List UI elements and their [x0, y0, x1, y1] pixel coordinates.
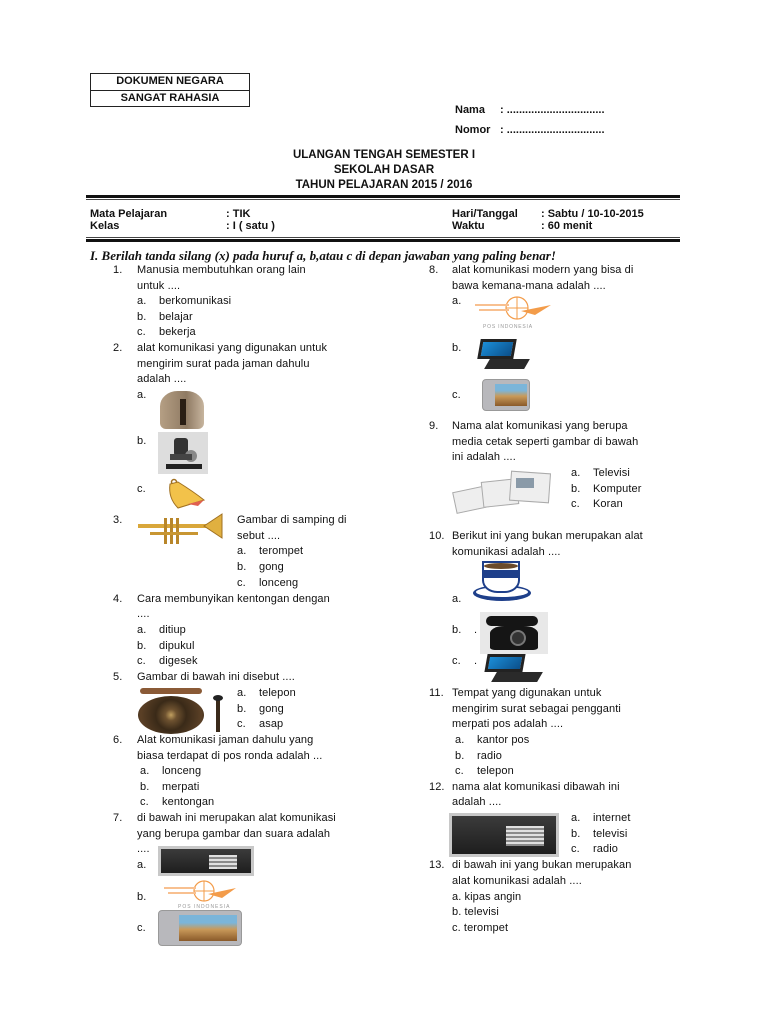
header-divider: [86, 195, 680, 198]
option-c[interactable]: [237, 576, 298, 592]
option-letter: c.: [140, 796, 149, 808]
option-letter: a.: [237, 687, 247, 699]
option-text: telepon: [477, 765, 514, 777]
option-b[interactable]: b.: [137, 435, 147, 447]
radio-image: [449, 813, 559, 857]
gong-image: [138, 696, 204, 734]
kentongan-image: [160, 391, 204, 429]
option-text: belajar: [159, 311, 193, 323]
option-letter: a.: [237, 545, 247, 557]
question-text: mengirim surat sebagai pengganti: [452, 703, 621, 715]
question-text: alat komunikasi adalah ....: [452, 875, 582, 887]
question-text: Manusia membutuhkan orang lain: [137, 264, 306, 276]
option-text: radio: [593, 843, 618, 855]
option-letter: a.: [137, 295, 147, 307]
option-c[interactable]: [237, 717, 283, 733]
question-number: 2.: [113, 342, 123, 354]
number-field[interactable]: : ................................: [500, 124, 605, 136]
option-a[interactable]: a.: [452, 295, 462, 307]
question-text: ....: [137, 843, 150, 855]
question-text: di bawah ini yang bukan merupakan: [452, 859, 632, 871]
option-text: digesek: [159, 655, 198, 667]
gong-mallet: [216, 696, 220, 732]
question-number: 12.: [429, 781, 445, 793]
option-c[interactable]: c.: [452, 389, 461, 401]
option-letter: b.: [137, 640, 147, 652]
option-letter: b.: [137, 311, 147, 323]
option-a[interactable]: [140, 764, 201, 780]
question-text: alat komunikasi modern yang bisa di: [452, 264, 634, 276]
option-text: radio: [477, 750, 502, 762]
option-text: merpati: [162, 781, 200, 793]
question-number: 13.: [429, 859, 445, 871]
question-text: yang berupa gambar dan suara adalah: [137, 828, 331, 840]
academic-year: TAHUN PELAJARAN 2015 / 2016: [295, 179, 473, 191]
question-text: untuk ....: [137, 280, 181, 292]
option-letter: b.: [237, 561, 247, 573]
exam-title: ULANGAN TENGAH SEMESTER I: [292, 149, 476, 161]
option-text: televisi: [593, 828, 628, 840]
option-letter: c.: [137, 655, 146, 667]
question-number: 9.: [429, 420, 439, 432]
question-text: ini adalah ....: [452, 451, 516, 463]
class-value: : I ( satu ): [226, 220, 275, 232]
option-text: Koran: [593, 498, 623, 510]
television-image: [158, 910, 242, 946]
option-text: terompet: [259, 545, 304, 557]
option-b[interactable]: [137, 310, 193, 326]
option-c[interactable]: c.: [137, 483, 146, 495]
option-letter: c.: [571, 498, 580, 510]
question-text: Nama alat komunikasi yang berupa: [452, 420, 628, 432]
question-number: 4.: [113, 593, 123, 605]
cup-image: [482, 561, 520, 593]
option-text: bekerja: [159, 326, 196, 338]
option-letter: b.: [455, 750, 465, 762]
option-b[interactable]: [237, 560, 284, 576]
laptop-image: [480, 654, 548, 684]
trumpet-image: [136, 512, 224, 550]
question-text: Gambar di samping di: [237, 514, 347, 526]
duration-value: : 60 menit: [541, 220, 593, 232]
question-number: 3.: [113, 514, 123, 526]
question-text: media cetak seperti gambar di bawah: [452, 436, 639, 448]
pos-logo-text: POS INDONESIA: [483, 324, 533, 330]
option-c[interactable]: [452, 654, 477, 670]
option-a[interactable]: [237, 686, 296, 702]
option-c[interactable]: [140, 795, 214, 811]
radio-image: [158, 846, 254, 876]
option-letter: c.: [237, 577, 246, 589]
number-label: Nomor: [455, 124, 491, 136]
subject-label: Mata Pelajaran: [90, 208, 168, 220]
option-text: internet: [593, 812, 631, 824]
question-text: adalah ....: [137, 373, 187, 385]
option-a[interactable]: [137, 623, 186, 639]
mallet-head: [213, 695, 223, 701]
option-c[interactable]: [137, 654, 198, 670]
option-c[interactable]: c. terompet: [452, 922, 509, 934]
question-text: di bawah ini merupakan alat komunikasi: [137, 812, 336, 824]
option-letter: c.: [137, 326, 146, 338]
option-letter: a.: [455, 734, 465, 746]
option-letter: b.: [571, 483, 581, 495]
question-number: 7.: [113, 812, 123, 824]
option-letter: c.: [455, 765, 464, 777]
info-divider: [86, 239, 680, 242]
option-c[interactable]: [455, 764, 514, 780]
microscope-image: [158, 432, 208, 474]
option-text: gong: [259, 561, 284, 573]
option-b[interactable]: [571, 482, 642, 498]
option-text: lonceng: [162, 765, 202, 777]
question-number: 6.: [113, 734, 123, 746]
question-number: 11.: [429, 687, 444, 699]
question-text: sebut ....: [237, 530, 281, 542]
option-text: .: [474, 655, 478, 667]
header-divider-thin: [86, 199, 680, 200]
option-b[interactable]: [237, 702, 284, 718]
subject-value: : TIK: [226, 208, 251, 220]
question-number: 5.: [113, 671, 123, 683]
option-a[interactable]: a.: [452, 593, 462, 605]
option-letter: c.: [571, 843, 580, 855]
question-text: komunikasi adalah ....: [452, 546, 561, 558]
question-text: nama alat komunikasi dibawah ini: [452, 781, 620, 793]
question-text: merpati pos adalah ....: [452, 718, 564, 730]
option-letter: a.: [571, 467, 581, 479]
date-value: : Sabtu / 10-10-2015: [541, 208, 644, 220]
question-text: Gambar di bawah ini disebut ....: [137, 671, 295, 683]
option-text: dipukul: [159, 640, 195, 652]
option-text: berkomunikasi: [159, 295, 232, 307]
option-text: telepon: [259, 687, 296, 699]
duration-label: Waktu: [452, 220, 485, 232]
option-b[interactable]: [571, 827, 627, 843]
option-a[interactable]: [455, 733, 529, 749]
option-text: kentongan: [162, 796, 215, 808]
option-a[interactable]: [571, 811, 631, 827]
question-text: Alat komunikasi jaman dahulu yang: [137, 734, 314, 746]
option-c[interactable]: [137, 325, 196, 341]
option-b[interactable]: b.: [137, 891, 147, 903]
television-image: [482, 379, 530, 411]
option-b[interactable]: b.: [452, 342, 462, 354]
option-letter: b.: [452, 624, 462, 636]
option-letter: a.: [571, 812, 581, 824]
option-a[interactable]: [137, 294, 231, 310]
option-text: ditiup: [159, 624, 186, 636]
question-text: mengirim surat pada jaman dahulu: [137, 358, 310, 370]
name-field[interactable]: : ................................: [500, 104, 605, 116]
class-label: Kelas: [90, 220, 120, 232]
info-divider-thin: [86, 237, 680, 238]
option-b[interactable]: b. televisi: [452, 906, 499, 918]
option-c[interactable]: [571, 842, 618, 858]
pos-logo-text: POS INDONESIA: [178, 904, 231, 910]
question-text: ....: [137, 608, 150, 620]
option-text: asap: [259, 718, 284, 730]
option-c[interactable]: [571, 497, 623, 513]
option-b[interactable]: [140, 780, 199, 796]
option-text: Komputer: [593, 483, 642, 495]
option-b[interactable]: [455, 749, 502, 765]
option-letter: b.: [571, 828, 581, 840]
option-b[interactable]: [137, 639, 195, 655]
name-label: Nama: [455, 104, 485, 116]
question-text: alat komunikasi yang digunakan untuk: [137, 342, 328, 354]
question-text: Berikut ini yang bukan merupakan alat: [452, 530, 643, 542]
pos-indonesia-logo: [473, 295, 553, 333]
pos-indonesia-logo: [160, 880, 240, 912]
option-a[interactable]: [237, 544, 303, 560]
classification-line-2: SANGAT RAHASIA: [91, 90, 249, 106]
option-letter: c.: [452, 655, 461, 667]
instruction: I. Berilah tanda silang (x) pada huruf a, b,atau c di depan jawaban yang paling benar!: [90, 248, 556, 263]
question-number: 8.: [429, 264, 439, 276]
option-letter: a.: [137, 624, 147, 636]
option-text: .: [474, 624, 478, 636]
option-letter: b.: [237, 703, 247, 715]
date-label: Hari/Tanggal: [452, 208, 518, 220]
bell-image: [164, 478, 208, 510]
option-letter: a.: [140, 765, 150, 777]
option-text: Televisi: [593, 467, 630, 479]
question-text: Cara membunyikan kentongan dengan: [137, 593, 330, 605]
option-text: kantor pos: [477, 734, 530, 746]
question-text: biasa terdapat di pos ronda adalah ...: [137, 750, 323, 762]
option-c[interactable]: c.: [137, 922, 146, 934]
classification-box: [90, 73, 250, 107]
question-number: 1.: [113, 264, 123, 276]
option-letter: b.: [140, 781, 150, 793]
option-letter: c.: [237, 718, 246, 730]
option-b[interactable]: [452, 623, 477, 639]
option-a[interactable]: a.: [137, 859, 147, 871]
classification-line-1: DOKUMEN NEGARA: [116, 75, 224, 87]
option-text: gong: [259, 703, 284, 715]
question-text: Tempat yang digunakan untuk: [452, 687, 602, 699]
question-text: bawa kemana-mana adalah ....: [452, 280, 606, 292]
gong-frame: [140, 688, 202, 694]
option-text: lonceng: [259, 577, 299, 589]
question-text: adalah ....: [452, 796, 502, 808]
telephone-image: [480, 612, 548, 654]
option-a[interactable]: a.: [137, 389, 147, 401]
option-a[interactable]: [571, 466, 630, 482]
laptop-image: [473, 339, 535, 371]
question-number: 10.: [429, 530, 445, 542]
newspaper-image: [452, 470, 554, 514]
option-a[interactable]: a. kipas angin: [452, 891, 522, 903]
school-level: SEKOLAH DASAR: [333, 164, 435, 176]
